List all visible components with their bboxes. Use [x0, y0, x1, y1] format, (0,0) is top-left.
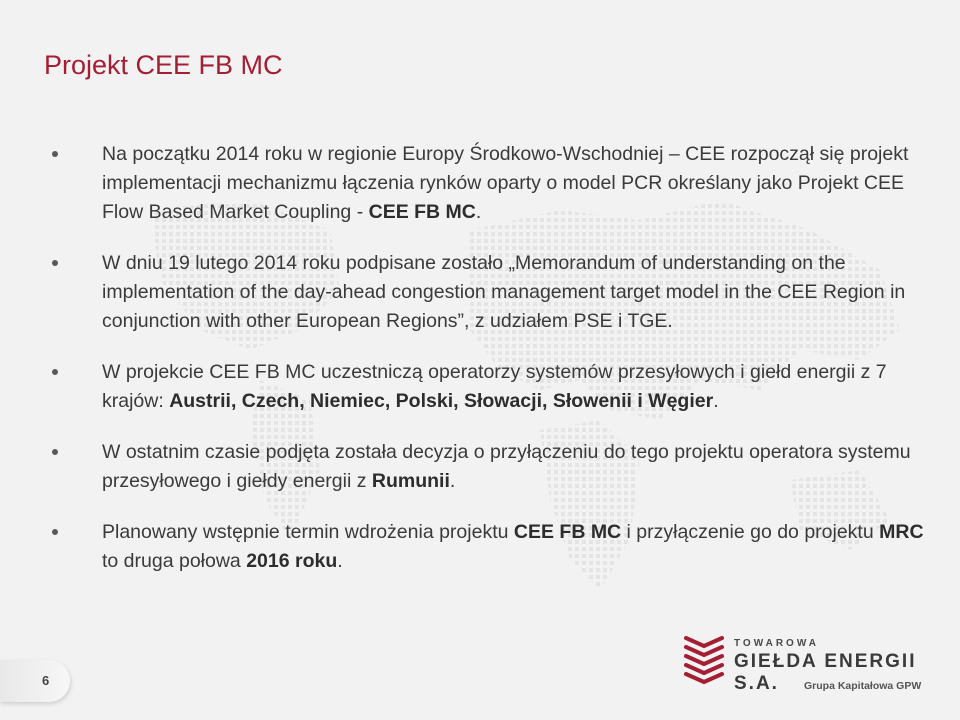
logo-line-1: TOWAROWA [734, 638, 819, 649]
bullet-bold-text: CEE FB MC [513, 521, 622, 543]
bullet-text: W projekcie CEE FB MC uczestniczą operatorzy systemów przesyłowych i giełd energii z 7 krajów: [102, 361, 887, 412]
bullet-item [44, 358, 924, 416]
bullet-bold-text: Austrii, Czech, Niemiec, Polski, Słowacji, Słowenii i Węgier [169, 390, 714, 412]
bullet-text: . [713, 390, 719, 412]
logo-stroke [686, 647, 722, 655]
bullet-text: i przyłączenie go do projektu [621, 521, 880, 543]
bullet-list [44, 140, 924, 598]
logo-stroke [686, 665, 722, 673]
logo-stroke [686, 674, 722, 682]
bullet-text: . [475, 201, 482, 223]
bullet-text: Na początku 2014 roku w regionie Europy Środkowo-Wschodniej – CEE rozpoczął się projekt implementacji mechanizmu łączenia rynków oparty o model PCR określany jako Projekt CEE Flow Based Market Coupling - [102, 143, 909, 223]
logo-stroke [686, 638, 722, 646]
slide-title: Projekt CEE FB MC [44, 50, 283, 80]
bullet-bold-text: Rumunii [371, 470, 450, 492]
bullet-text: . [337, 550, 343, 572]
logo-line-3: Grupa Kapitałowa GPW [804, 680, 922, 692]
page-number: 6 [42, 673, 50, 688]
bullet-bold-text: 2016 roku [246, 550, 338, 572]
logo-stroke [686, 656, 722, 664]
bullet-bold-text: CEE FB MC [368, 201, 476, 223]
bullet-text: W ostatnim czasie podjęta została decyzja o przyłączeniu do tego projektu operatora systemu przesyłowego i giełdy energii z [102, 441, 911, 492]
bullet-text: . [449, 470, 456, 492]
bullet-item [44, 249, 924, 336]
bullet-text: to druga połowa [102, 550, 247, 572]
bullet-item [44, 140, 924, 227]
logo-line-2: GIEŁDA ENERGII S.A. [734, 651, 917, 694]
bullet-text: W dniu 19 lutego 2014 roku podpisane zostało „Memorandum of understanding on the implementation of the day-ahead congestion management target model in the CEE Region in conjunction with other European Regions”, z udziałem PSE i TGE. [102, 252, 906, 332]
bullet-text: Planowany wstępnie termin wdrożenia projektu [102, 521, 514, 543]
bullet-item [44, 518, 924, 576]
tge-logo-icon [682, 632, 726, 688]
bullet-item [44, 438, 924, 496]
page-number-tab [0, 660, 70, 702]
company-logo [682, 628, 942, 698]
bullet-bold-text: MRC [879, 521, 924, 543]
